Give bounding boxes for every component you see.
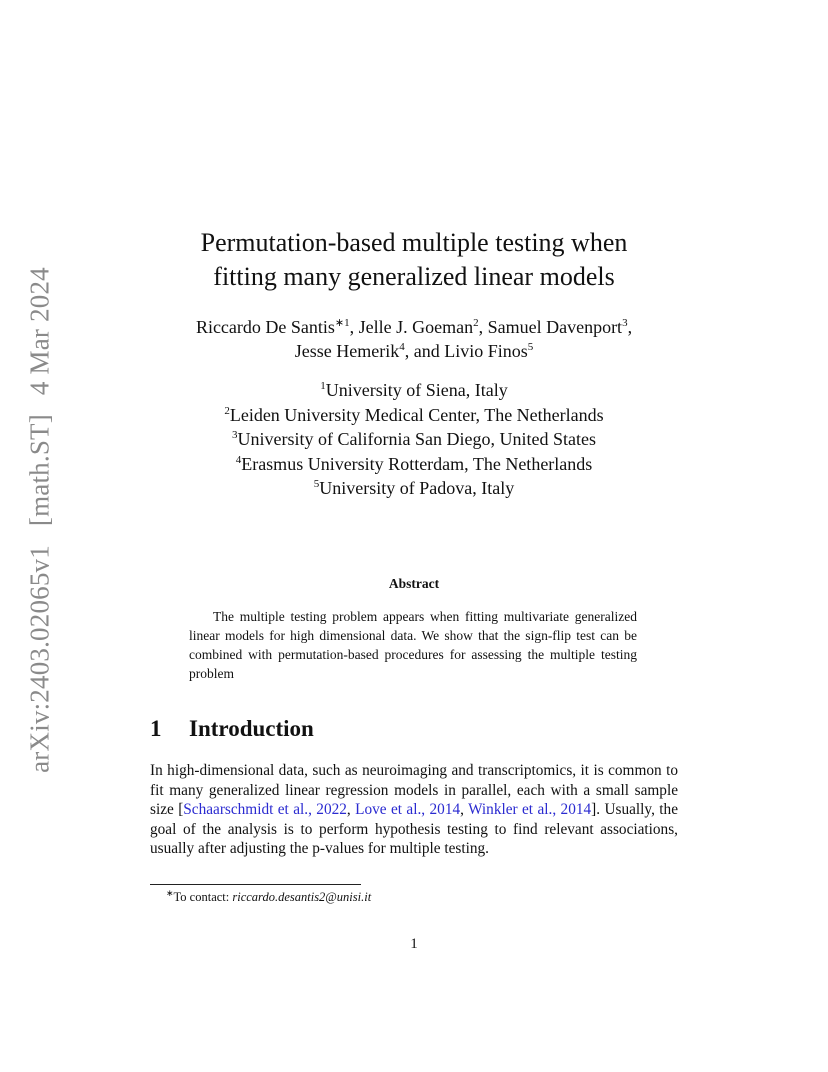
paper-title — [150, 226, 678, 294]
page-number: 1 — [410, 936, 418, 952]
affiliation — [150, 427, 678, 452]
arxiv-stamp[interactable] — [25, 261, 56, 779]
author-name: Jesse Hemerik — [294, 341, 400, 361]
footnote-email: riccardo.desantis2@unisi.it — [232, 890, 372, 904]
affiliation — [150, 476, 678, 501]
abstract-text: The multiple testing problem appears when fitting multivariate generalized linear models for high dimensional data. We show that the sign-flip test can be combined with permutation-based procedures for assessing the multiple testing problem — [189, 609, 637, 681]
affiliation-sup: 2 — [224, 404, 230, 417]
arxiv-date: 4 Mar 2024 — [24, 267, 55, 396]
citation-link[interactable]: Love et al., 2014 — [355, 801, 461, 819]
author-list — [150, 315, 678, 363]
footnote-rule — [150, 884, 361, 885]
author-line-2 — [150, 339, 678, 363]
affiliation-list — [150, 378, 678, 501]
abstract-heading: Abstract — [388, 576, 440, 591]
affiliation-text: University of California San Diego, United States — [237, 429, 596, 449]
arxiv-category: [math.ST] — [24, 414, 55, 527]
title-line-1: Permutation-based multiple testing when — [200, 228, 628, 257]
intro-text: ]. Usually, the goal of the analysis is to perform hypothesis testing to find relevant associations, usually after adjusting the p-values for multiple testing. — [150, 801, 678, 858]
author-sup: ∗1 — [334, 317, 350, 329]
intro-paragraph — [150, 761, 678, 859]
author-name: Riccardo De Santis — [195, 317, 335, 337]
affiliation-text: University of Padova, Italy — [319, 478, 515, 498]
author-name: Livio Finos — [444, 341, 528, 361]
author-sep: , — [627, 317, 633, 337]
author-sup: 4 — [399, 341, 405, 353]
author-sep: , and — [404, 341, 445, 361]
footnote-mark: ∗ — [166, 888, 174, 898]
section-number: 1 — [150, 716, 162, 741]
affiliation — [150, 378, 678, 403]
citation-sep: , — [460, 801, 469, 819]
arxiv-id[interactable]: arXiv:2403.02065v1 — [24, 545, 55, 773]
affiliation — [150, 452, 678, 477]
title-line-2: fitting many generalized linear models — [213, 262, 615, 291]
author-sup: 3 — [622, 317, 628, 329]
author-name: Samuel Davenport — [487, 317, 623, 337]
affiliation-sup: 5 — [313, 478, 320, 490]
affiliation-sup: 3 — [232, 429, 238, 441]
author-sup: 2 — [473, 317, 479, 329]
author-sep: , — [349, 317, 359, 337]
section-heading — [150, 716, 314, 742]
affiliation-sup: 4 — [235, 453, 242, 466]
citation-link[interactable]: Winkler et al., 2014 — [468, 801, 592, 819]
footnote — [166, 890, 371, 905]
section-title: Introduction — [189, 716, 314, 741]
affiliation — [150, 403, 678, 428]
affiliation-text: Erasmus University Rotterdam, The Netherlands — [241, 453, 593, 474]
author-name: Jelle J. Goeman — [358, 317, 474, 337]
citation-sep: , — [346, 801, 356, 819]
footnote-label: To contact: — [173, 890, 233, 904]
affiliation-sup: 1 — [320, 380, 326, 392]
intro-text: In high-dimensional data, such as neuroimaging and transcriptomics, it is common to fit many generalized linear regression models in parallel, each with a small sample size [ — [150, 762, 678, 819]
affiliation-text: University of Siena, Italy — [325, 380, 508, 400]
author-line-1 — [150, 315, 678, 339]
citation-link[interactable]: Schaarschmidt et al., 2022 — [183, 801, 347, 819]
author-sep: , — [478, 317, 488, 337]
author-sup: 5 — [527, 341, 534, 353]
affiliation-text: Leiden University Medical Center, The Netherlands — [229, 404, 604, 425]
